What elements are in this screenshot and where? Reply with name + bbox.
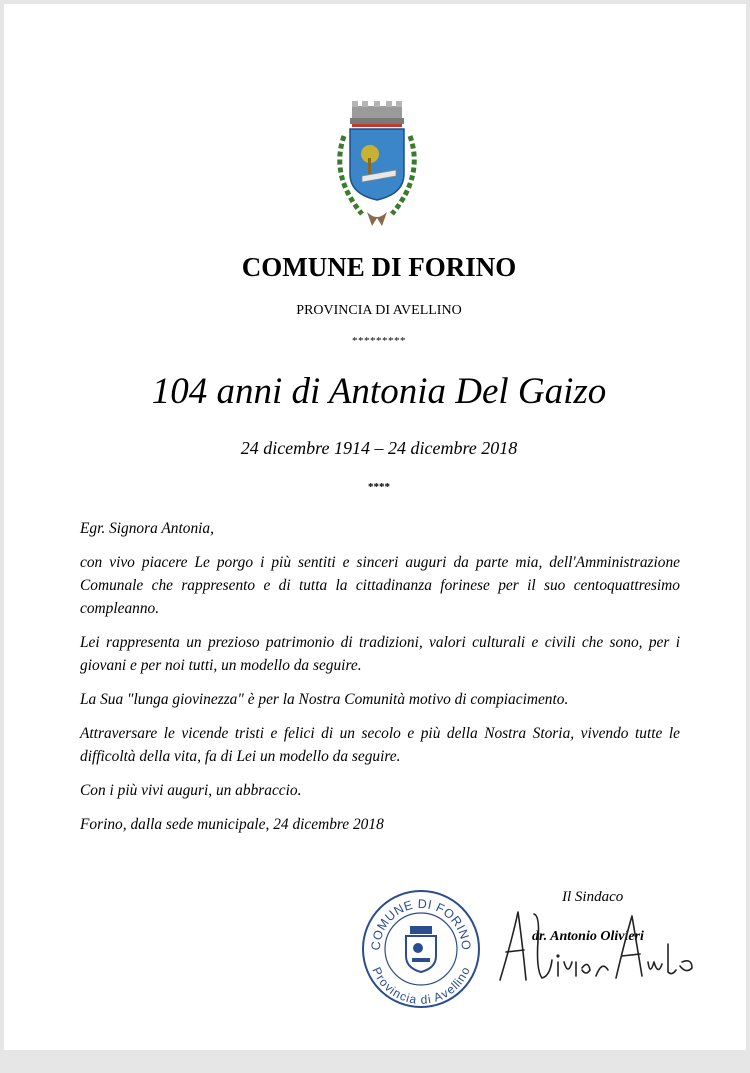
document-page xyxy=(4,4,746,1050)
official-stamp-icon xyxy=(360,888,482,1010)
letter-paragraph: Con i più vivi auguri, un abbraccio. xyxy=(80,782,302,799)
letter-body xyxy=(80,517,680,847)
signature-role: Il Sindaco xyxy=(562,889,624,905)
letter-paragraph: Lei rappresenta un prezioso patrimonio di tradizioni, valori culturali e civili che sono, per i giovani e per noi tutti, un modello da seguire. xyxy=(80,634,680,674)
stamp-bottom-text: Provincia di Avellino xyxy=(369,965,473,1007)
letter-paragraph: con vivo piacere Le porgo i più sentiti e sinceri auguri da parte mia, dell'Amministrazione Comunale che rappresento e di tutta la cittadinanza forinese per il suo centoquattresimo compleanno. xyxy=(80,554,680,617)
stamp-top-text: COMUNE DI FORINO xyxy=(368,896,474,951)
letter-place-date: Forino, dalla sede municipale, 24 dicembre 2018 xyxy=(80,816,384,833)
date-range: 24 dicembre 1914 – 24 dicembre 2018 xyxy=(240,438,518,458)
municipality-title: COMUNE DI FORINO xyxy=(241,252,517,282)
letter-salutation: Egr. Signora Antonia, xyxy=(80,520,214,537)
separator-stars-small: **** xyxy=(368,481,390,493)
coat-of-arms-icon xyxy=(322,96,432,236)
signatory-name: dr. Antonio Olivieri xyxy=(532,929,644,944)
document-headline: 104 anni di Antonia Del Gaizo xyxy=(151,371,607,412)
handwritten-signature-icon xyxy=(492,900,702,990)
letter-paragraph: Attraversare le vicende tristi e felici di un secolo e più della Nostra Storia, vivendo tutte le difficoltà della vita, fa di Lei un modello da seguire. xyxy=(80,725,680,765)
letter-paragraph: La Sua "lunga giovinezza" è per la Nostra Comunità motivo di compiacimento. xyxy=(80,691,569,708)
province-subtitle: PROVINCIA DI AVELLINO xyxy=(296,303,462,318)
separator-stars: ********* xyxy=(352,335,406,347)
